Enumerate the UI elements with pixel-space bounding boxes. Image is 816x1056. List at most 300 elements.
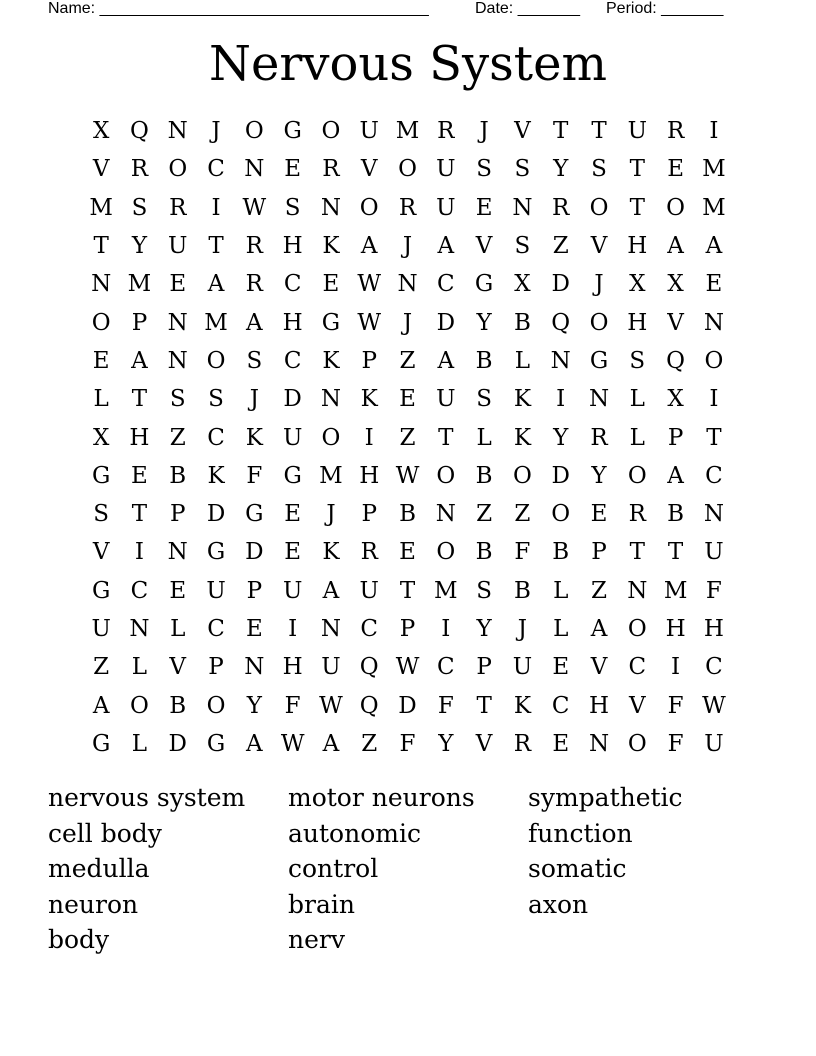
name-field: Name: _____________________________________ — [48, 0, 429, 17]
grid-cell[interactable]: X — [92, 118, 110, 145]
grid-cell[interactable]: K — [322, 539, 340, 566]
grid-cell[interactable]: E — [399, 539, 416, 566]
grid-cell[interactable]: O — [512, 462, 532, 489]
grid-cell[interactable]: B — [475, 539, 493, 566]
grid-cell[interactable]: M — [395, 118, 420, 145]
grid-cell[interactable]: F — [667, 730, 684, 757]
grid-cell[interactable]: F — [514, 539, 531, 566]
grid-cell[interactable]: I — [556, 386, 566, 413]
grid-cell[interactable]: C — [705, 462, 723, 489]
grid-cell[interactable]: O — [436, 462, 456, 489]
grid-cell[interactable]: P — [361, 501, 377, 528]
grid-cell[interactable]: Y — [553, 424, 569, 451]
grid-cell[interactable]: T — [591, 118, 607, 145]
grid-cell[interactable]: X — [629, 271, 646, 298]
grid-cell[interactable]: F — [667, 692, 684, 719]
grid-cell[interactable]: N — [550, 347, 571, 374]
grid-cell[interactable]: R — [360, 539, 378, 566]
grid-cell[interactable]: P — [131, 309, 148, 336]
grid-cell[interactable]: M — [702, 194, 726, 221]
grid-cell[interactable]: X — [92, 424, 110, 451]
grid-cell[interactable]: T — [131, 386, 148, 413]
grid-cell[interactable]: I — [441, 616, 451, 642]
grid-cell[interactable]: I — [709, 386, 719, 413]
grid-cell[interactable]: R — [130, 156, 149, 183]
grid-cell[interactable]: F — [284, 692, 301, 719]
grid-cell[interactable]: I — [364, 424, 374, 451]
grid-cell[interactable]: N — [320, 194, 341, 221]
grid-cell[interactable]: S — [169, 386, 186, 413]
grid-cell[interactable]: S — [629, 347, 646, 374]
grid-cell[interactable]: T — [553, 118, 569, 145]
grid-cell[interactable]: V — [360, 156, 378, 183]
grid-cell[interactable]: V — [590, 233, 608, 260]
grid-cell[interactable]: N — [244, 156, 265, 183]
grid-cell[interactable]: O — [627, 730, 647, 757]
grid-cell[interactable]: K — [513, 692, 531, 719]
grid-cell[interactable]: D — [283, 386, 302, 413]
grid-cell[interactable]: O — [244, 118, 264, 145]
word-list-item: cell body — [48, 818, 162, 848]
grid-cell[interactable]: Z — [399, 347, 416, 374]
grid-cell[interactable]: I — [671, 654, 681, 681]
grid-cell[interactable]: M — [663, 577, 688, 604]
grid-cell[interactable]: E — [169, 271, 187, 298]
grid-cell[interactable]: A — [360, 233, 378, 260]
grid-cell[interactable]: N — [244, 654, 265, 681]
grid-cell[interactable]: B — [513, 309, 531, 336]
grid-cell[interactable]: C — [437, 271, 455, 298]
grid-cell[interactable]: A — [667, 233, 684, 260]
grid-cell[interactable]: G — [283, 462, 302, 489]
grid-cell[interactable]: D — [398, 692, 417, 719]
grid-cell[interactable]: Q — [666, 347, 686, 374]
grid-cell[interactable]: K — [513, 424, 531, 451]
grid-cell[interactable]: M — [319, 462, 343, 489]
grid-cell[interactable]: R — [245, 271, 263, 298]
grid-cell[interactable]: W — [395, 654, 420, 681]
word-list — [48, 780, 768, 958]
grid-cell[interactable]: W — [702, 692, 726, 719]
grid-cell[interactable]: L — [170, 616, 186, 642]
grid-cell[interactable]: T — [629, 156, 645, 183]
grid-cell[interactable]: D — [245, 539, 264, 566]
grid-cell[interactable]: X — [667, 386, 684, 413]
grid-cell[interactable]: O — [704, 347, 724, 374]
grid-cell[interactable]: Z — [552, 233, 569, 260]
grid-cell[interactable]: C — [551, 692, 570, 719]
grid-cell[interactable]: P — [667, 424, 684, 451]
grid-cell[interactable]: V — [628, 692, 646, 719]
grid-cell[interactable]: A — [246, 309, 263, 336]
grid-cell[interactable]: S — [514, 233, 531, 260]
grid-cell[interactable]: A — [590, 616, 608, 642]
grid-cell[interactable]: R — [628, 501, 646, 528]
grid-cell[interactable]: T — [93, 233, 109, 260]
grid-cell[interactable]: E — [284, 156, 302, 183]
grid-cell[interactable]: U — [436, 194, 456, 221]
grid-cell[interactable]: E — [284, 501, 302, 528]
grid-cell[interactable]: T — [399, 577, 416, 604]
grid-cell[interactable]: U — [168, 233, 188, 260]
grid-cell[interactable]: K — [360, 386, 378, 413]
grid-cell[interactable]: H — [359, 462, 380, 489]
grid-cell[interactable]: K — [322, 347, 340, 374]
grid-cell[interactable]: V — [475, 730, 493, 757]
grid-cell[interactable]: G — [245, 501, 264, 528]
grid-cell[interactable]: E — [284, 539, 302, 566]
grid-cell[interactable]: V — [92, 156, 110, 183]
grid-cell[interactable]: L — [629, 386, 645, 413]
grid-cell[interactable]: B — [552, 539, 570, 566]
grid-cell[interactable]: Y — [131, 233, 148, 260]
grid-cell[interactable]: N — [91, 271, 112, 298]
grid-cell[interactable]: P — [591, 539, 607, 566]
grid-cell[interactable]: W — [395, 462, 420, 489]
grid-cell[interactable]: V — [475, 233, 493, 260]
grid-cell[interactable]: Y — [553, 156, 569, 183]
grid-cell[interactable]: B — [667, 501, 685, 528]
grid-cell[interactable]: W — [280, 730, 305, 757]
grid-cell[interactable]: N — [588, 386, 610, 413]
grid-cell[interactable]: O — [551, 501, 571, 528]
grid-cell[interactable]: J — [211, 118, 221, 145]
word-list-item: body — [48, 925, 110, 955]
grid-cell[interactable]: Q — [359, 692, 379, 719]
grid-cell[interactable]: N — [397, 271, 418, 298]
grid-cell[interactable]: E — [322, 271, 340, 298]
grid-cell[interactable]: V — [667, 309, 684, 336]
grid-cell[interactable]: U — [436, 386, 456, 413]
grid-cell[interactable]: G — [206, 730, 226, 757]
grid-cell[interactable]: O — [130, 692, 149, 719]
grid-cell[interactable]: R — [245, 233, 263, 260]
grid-cell[interactable]: U — [704, 539, 724, 566]
grid-cell[interactable]: H — [627, 309, 648, 336]
grid-cell[interactable]: S — [208, 386, 224, 413]
grid-cell[interactable]: O — [589, 194, 609, 221]
grid-cell[interactable]: L — [131, 654, 148, 681]
grid-cell[interactable]: Z — [361, 730, 378, 757]
grid-cell[interactable]: S — [476, 156, 492, 183]
grid-cell[interactable]: A — [322, 577, 340, 604]
grid-cell[interactable]: O — [627, 462, 647, 489]
grid-cell[interactable]: W — [242, 194, 267, 221]
grid-cell[interactable]: K — [513, 386, 531, 413]
grid-cell[interactable]: W — [357, 271, 382, 298]
grid-cell[interactable]: C — [705, 654, 723, 681]
grid-cell[interactable]: O — [627, 616, 647, 642]
grid-cell[interactable]: M — [702, 156, 726, 183]
grid-cell[interactable]: N — [588, 730, 610, 757]
grid-cell[interactable]: K — [245, 424, 263, 451]
grid-cell[interactable]: R — [169, 194, 187, 221]
grid-cell[interactable]: X — [514, 271, 531, 298]
grid-cell[interactable]: A — [705, 233, 723, 260]
grid-cell[interactable]: G — [91, 730, 111, 757]
grid-cell[interactable]: M — [204, 309, 228, 336]
grid-cell[interactable]: B — [513, 577, 531, 604]
grid-cell[interactable]: L — [476, 424, 492, 451]
grid-cell[interactable]: S — [246, 347, 263, 374]
grid-cell[interactable]: Z — [169, 424, 186, 451]
grid-cell[interactable]: O — [168, 156, 188, 183]
grid-cell[interactable]: Y — [591, 462, 607, 489]
grid-cell[interactable]: R — [513, 730, 532, 757]
grid-cell[interactable]: I — [134, 539, 144, 566]
grid-cell[interactable]: D — [168, 730, 187, 757]
word-list-item: autonomic — [288, 818, 421, 848]
grid-cell[interactable]: V — [169, 654, 187, 681]
grid-cell[interactable]: E — [92, 347, 110, 374]
grid-cell[interactable]: R — [398, 194, 417, 221]
grid-cell[interactable]: Z — [399, 424, 416, 451]
grid-cell[interactable]: S — [476, 386, 492, 413]
grid-cell[interactable]: B — [475, 462, 493, 489]
grid-cell[interactable]: M — [434, 577, 458, 604]
grid-cell[interactable]: J — [402, 233, 413, 260]
grid-cell[interactable]: P — [170, 501, 186, 528]
grid-cell[interactable]: O — [321, 118, 341, 145]
grid-cell[interactable]: E — [399, 386, 416, 413]
grid-cell[interactable]: N — [703, 501, 724, 528]
grid-cell[interactable]: O — [206, 692, 226, 719]
grid-cell[interactable]: J — [479, 118, 489, 145]
grid-cell[interactable]: A — [92, 692, 110, 719]
grid-cell[interactable]: Y — [246, 692, 262, 719]
grid-cell[interactable]: A — [322, 730, 340, 757]
grid-cell[interactable]: H — [282, 309, 303, 336]
grid-cell[interactable]: R — [552, 194, 570, 221]
grid-cell[interactable]: J — [402, 309, 413, 336]
grid-cell[interactable]: T — [629, 194, 645, 221]
grid-cell[interactable]: S — [93, 501, 110, 528]
grid-cell[interactable]: U — [512, 654, 533, 681]
grid-cell[interactable]: F — [437, 692, 454, 719]
grid-cell[interactable]: T — [476, 692, 492, 719]
grid-cell[interactable]: L — [514, 347, 531, 374]
grid-cell[interactable]: Q — [551, 309, 571, 336]
grid-cell[interactable]: G — [474, 271, 494, 298]
grid-cell[interactable]: T — [438, 424, 454, 451]
grid-cell[interactable]: O — [666, 194, 686, 221]
grid-cell[interactable]: S — [284, 194, 301, 221]
grid-cell[interactable]: U — [91, 616, 111, 642]
grid-cell[interactable]: C — [207, 156, 225, 183]
grid-cell[interactable]: G — [206, 539, 226, 566]
grid-cell[interactable]: C — [207, 616, 225, 642]
grid-cell[interactable]: Q — [130, 118, 149, 145]
grid-cell[interactable]: P — [476, 654, 492, 681]
grid-cell[interactable]: B — [169, 692, 187, 719]
grid-cell[interactable]: L — [131, 730, 148, 757]
grid-cell[interactable]: H — [627, 233, 648, 260]
grid-cell[interactable]: G — [589, 347, 609, 374]
grid-cell[interactable]: E — [552, 730, 570, 757]
word-list-item: function — [528, 818, 633, 848]
grid-cell[interactable]: A — [246, 730, 263, 757]
grid-cell[interactable]: C — [628, 654, 647, 681]
grid-cell[interactable]: E — [705, 271, 723, 298]
word-list-item: medulla — [48, 854, 150, 884]
grid-cell[interactable]: H — [282, 233, 303, 260]
grid-cell[interactable]: L — [93, 386, 109, 413]
grid-cell[interactable]: A — [667, 462, 684, 489]
grid-cell[interactable]: O — [589, 309, 609, 336]
grid-cell[interactable]: P — [246, 577, 263, 604]
grid-cell[interactable]: Y — [476, 616, 492, 642]
grid-cell[interactable]: E — [131, 462, 148, 489]
grid-cell[interactable]: D — [551, 462, 570, 489]
grid-cell[interactable]: D — [206, 501, 226, 528]
grid-cell[interactable]: H — [703, 616, 724, 642]
grid-cell[interactable]: J — [249, 386, 259, 413]
grid-cell[interactable]: V — [514, 118, 531, 145]
grid-cell[interactable]: N — [167, 118, 188, 145]
grid-cell[interactable]: W — [357, 309, 382, 336]
grid-cell[interactable]: W — [319, 692, 343, 719]
grid-cell[interactable]: D — [551, 271, 570, 298]
grid-cell[interactable]: K — [207, 462, 225, 489]
grid-cell[interactable]: U — [359, 577, 379, 604]
grid-cell[interactable]: V — [92, 539, 110, 566]
grid-cell[interactable]: C — [283, 271, 302, 298]
grid-cell[interactable]: G — [321, 309, 341, 336]
date-field: Date: _______ — [475, 0, 580, 17]
grid-cell[interactable]: D — [436, 309, 456, 336]
grid-cell[interactable]: N — [167, 309, 188, 336]
grid-cell[interactable]: J — [326, 501, 336, 528]
grid-cell[interactable]: H — [665, 616, 686, 642]
grid-cell[interactable]: Y — [476, 309, 492, 336]
grid-cell[interactable]: V — [590, 654, 608, 681]
grid-cell[interactable]: G — [283, 118, 302, 145]
grid-cell[interactable]: O — [436, 539, 456, 566]
grid-cell[interactable]: N — [320, 386, 341, 413]
grid-cell[interactable]: S — [476, 577, 492, 604]
grid-cell[interactable]: N — [320, 616, 341, 642]
word-search-grid — [82, 112, 733, 763]
grid-cell[interactable]: E — [475, 194, 493, 221]
grid-cell[interactable]: T — [629, 539, 645, 566]
grid-cell[interactable]: U — [436, 156, 456, 183]
grid-cell[interactable]: J — [594, 271, 604, 298]
grid-cell[interactable]: A — [437, 233, 455, 260]
grid-cell[interactable]: L — [553, 577, 569, 604]
grid-cell[interactable]: U — [282, 424, 303, 451]
grid-cell[interactable]: O — [91, 309, 111, 336]
grid-cell[interactable]: H — [129, 424, 150, 451]
grid-cell[interactable]: R — [666, 118, 685, 145]
grid-cell[interactable]: N — [129, 616, 150, 642]
grid-cell[interactable]: O — [206, 347, 226, 374]
grid-cell[interactable]: Z — [591, 577, 607, 604]
grid-cell[interactable]: B — [475, 347, 493, 374]
grid-cell[interactable]: Y — [438, 730, 454, 757]
grid-cell[interactable]: S — [131, 194, 148, 221]
grid-cell[interactable]: F — [246, 462, 263, 489]
grid-cell[interactable]: G — [91, 577, 111, 604]
grid-cell[interactable]: T — [706, 424, 722, 451]
grid-cell[interactable]: Z — [93, 654, 110, 681]
grid-cell[interactable]: E — [245, 616, 263, 642]
grid-cell[interactable]: S — [591, 156, 607, 183]
grid-cell[interactable]: P — [399, 616, 416, 642]
grid-cell[interactable]: C — [437, 654, 455, 681]
grid-cell[interactable]: N — [703, 309, 724, 336]
grid-cell[interactable]: A — [131, 347, 148, 374]
grid-cell[interactable]: I — [211, 194, 221, 221]
word-list-item: sympathetic — [528, 783, 683, 813]
grid-cell[interactable]: L — [629, 424, 645, 451]
grid-cell[interactable]: M — [127, 271, 152, 298]
grid-cell[interactable]: O — [321, 424, 341, 451]
grid-cell[interactable]: R — [437, 118, 455, 145]
grid-cell[interactable]: C — [283, 347, 302, 374]
grid-cell[interactable]: U — [282, 577, 303, 604]
grid-cell[interactable]: S — [514, 156, 531, 183]
grid-cell[interactable]: C — [360, 616, 379, 642]
grid-cell[interactable]: X — [667, 271, 684, 298]
grid-cell[interactable]: M — [89, 194, 113, 221]
grid-cell[interactable]: N — [167, 539, 188, 566]
grid-cell[interactable]: I — [288, 616, 298, 642]
grid-cell[interactable]: I — [709, 118, 719, 145]
grid-cell[interactable]: N — [167, 347, 188, 374]
grid-cell[interactable]: T — [667, 539, 684, 566]
grid-cell[interactable]: U — [321, 654, 341, 681]
grid-cell[interactable]: E — [667, 156, 684, 183]
grid-cell[interactable]: L — [553, 616, 569, 642]
grid-cell[interactable]: F — [399, 730, 416, 757]
grid-cell[interactable]: Z — [514, 501, 531, 528]
grid-cell[interactable]: C — [207, 424, 225, 451]
grid-cell[interactable]: J — [517, 616, 528, 642]
grid-cell[interactable]: G — [91, 462, 111, 489]
grid-cell[interactable]: A — [207, 271, 225, 298]
grid-cell[interactable]: B — [169, 462, 187, 489]
grid-cell[interactable]: U — [359, 118, 379, 145]
grid-cell[interactable]: U — [627, 118, 647, 145]
grid-cell[interactable]: T — [131, 501, 148, 528]
grid-cell[interactable]: P — [208, 654, 224, 681]
grid-cell[interactable]: C — [130, 577, 149, 604]
grid-cell[interactable]: O — [398, 156, 417, 183]
grid-cell[interactable]: O — [359, 194, 379, 221]
grid-cell[interactable]: R — [322, 156, 340, 183]
grid-cell[interactable]: U — [206, 577, 226, 604]
grid-cell[interactable]: N — [627, 577, 648, 604]
grid-cell[interactable]: K — [322, 233, 340, 260]
grid-cell[interactable]: U — [704, 730, 724, 757]
grid-cell[interactable]: N — [435, 501, 456, 528]
grid-cell[interactable]: F — [705, 577, 722, 604]
grid-cell[interactable]: T — [208, 233, 224, 260]
grid-cell[interactable]: E — [590, 501, 608, 528]
grid-cell[interactable]: Z — [476, 501, 493, 528]
grid-cell[interactable]: A — [437, 347, 455, 374]
grid-cell[interactable]: H — [588, 692, 610, 719]
grid-cell[interactable]: R — [590, 424, 608, 451]
grid-cell[interactable]: H — [282, 654, 303, 681]
grid-cell[interactable]: Q — [359, 654, 379, 681]
grid-cell[interactable]: B — [399, 501, 416, 528]
grid-cell[interactable]: P — [361, 347, 377, 374]
grid-cell[interactable]: E — [169, 577, 187, 604]
grid-cell[interactable]: E — [552, 654, 570, 681]
grid-cell[interactable]: N — [512, 194, 533, 221]
word-list-item: somatic — [528, 854, 627, 884]
